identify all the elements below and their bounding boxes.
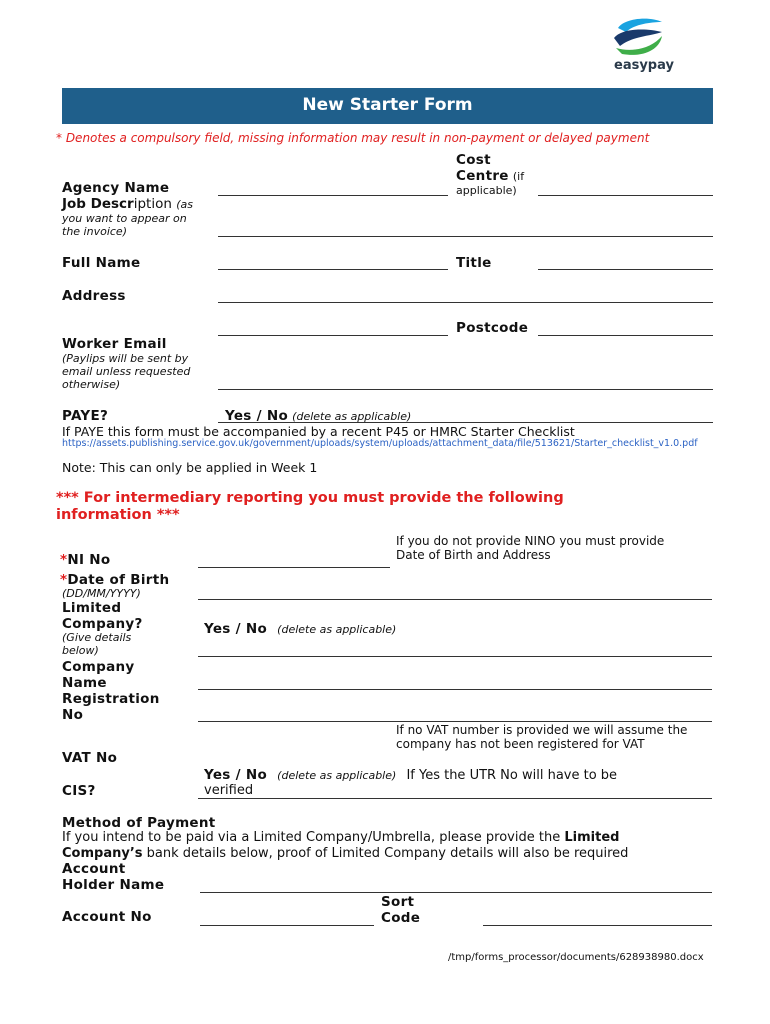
job-description-note: you want to appear on the invoice) (62, 212, 187, 238)
cost-centre-applicable: applicable) (456, 184, 517, 197)
job-description-field[interactable] (218, 236, 713, 237)
limited-company-label: Limited Company? (62, 600, 143, 632)
cost-centre-field[interactable] (538, 195, 713, 196)
job-description-rest: iption (133, 196, 172, 212)
cis-delete-note: (delete as applicable) (277, 769, 397, 782)
cost-centre-if: (if (512, 170, 525, 183)
page-title: New Starter Form (302, 95, 473, 115)
cost-centre-label (456, 168, 524, 184)
easypay-logo (606, 14, 676, 78)
worker-email-note: (Paylips will be sent by email unless requested otherwise) (62, 352, 191, 391)
limited-company-options (204, 621, 396, 637)
account-no-label: Account No (62, 909, 152, 925)
address-label: Address (62, 288, 126, 304)
limited-yes-no[interactable]: Yes / No (204, 621, 268, 637)
dob-label (60, 572, 169, 588)
job-description-bold: Job Descr (62, 196, 134, 212)
payment-info-pre: If you intend to be paid via a Limited Company/Umbrella, please provide the (62, 830, 561, 845)
ni-no-field[interactable] (198, 567, 390, 568)
limited-company-field[interactable] (198, 656, 712, 657)
address-field-line2[interactable] (218, 335, 448, 336)
payment-info-line2 (62, 846, 628, 861)
paye-checklist-link[interactable]: https://assets.publishing.service.gov.uk/government/uploads/system/uploads/attachment_data/file/513621/Starter_checklist_v1.0.pdf (62, 438, 698, 449)
dob-format: (DD/MM/YYYY) (62, 587, 141, 600)
cis-label: CIS? (62, 783, 96, 799)
cost-centre-label-a: Cost (456, 152, 491, 168)
company-name-label: Company Name (62, 659, 135, 691)
title-label: Title (456, 255, 492, 271)
worker-email-label: Worker Email (62, 336, 167, 352)
agency-name-label: Agency Name (62, 180, 170, 196)
job-description-label (62, 196, 193, 212)
title-field[interactable] (538, 269, 713, 270)
full-name-field[interactable] (218, 269, 448, 270)
paye-week-note: Note: This can only be applied in Week 1 (62, 460, 318, 475)
cost-centre-label-b: Centre (456, 168, 509, 184)
sort-code-field[interactable] (483, 925, 712, 926)
paye-delete-note: (delete as applicable) (292, 410, 412, 423)
payment-info-company: Company’s (62, 846, 143, 861)
easypay-logo-icon (606, 14, 676, 60)
vat-no-label: VAT No (62, 750, 118, 766)
nino-hint: If you do not provide NINO you must provide Date of Birth and Address (396, 534, 665, 562)
company-name-field[interactable] (198, 689, 712, 690)
registration-no-field[interactable] (198, 721, 712, 722)
postcode-label: Postcode (456, 320, 529, 336)
cis-verified-note: verified (204, 783, 254, 798)
agency-name-field[interactable] (218, 195, 448, 196)
registration-no-label: Registration No (62, 691, 160, 723)
easypay-brand-text: easypay (614, 58, 674, 73)
paye-info: If PAYE this form must be accompanied by a recent P45 or HMRC Starter Checklist (62, 424, 575, 439)
limited-delete-note: (delete as applicable) (277, 623, 397, 636)
compulsory-note: * Denotes a compulsory field, missing information may result in non-payment or delayed payment (56, 131, 650, 145)
cis-yes-no[interactable]: Yes / No (204, 767, 268, 783)
document-path: /tmp/forms_processor/documents/628938980.docx (448, 952, 704, 963)
account-holder-label: Account Holder Name (62, 861, 165, 893)
full-name-label: Full Name (62, 255, 141, 271)
cis-field[interactable] (198, 798, 712, 799)
limited-company-note: (Give details below) (62, 631, 132, 657)
postcode-field[interactable] (538, 335, 713, 336)
dob-text: Date of Birth (67, 572, 170, 588)
paye-label: PAYE? (62, 408, 109, 424)
worker-email-field[interactable] (218, 389, 713, 390)
payment-info-limited: Limited (564, 830, 620, 845)
cis-utr-note: If Yes the UTR No will have to be (406, 768, 618, 783)
sort-code-label: Sort Code (381, 894, 421, 926)
ni-no-label (60, 552, 110, 568)
dob-required: * (60, 572, 68, 588)
payment-heading: Method of Payment (62, 815, 216, 831)
job-description-note-a: (as (176, 198, 193, 211)
account-holder-field[interactable] (200, 892, 712, 893)
intermediary-heading: *** For intermediary reporting you must provide the following information *** (56, 490, 564, 523)
dob-field[interactable] (198, 599, 712, 600)
ni-no-text: NI No (67, 552, 111, 568)
address-field-line1[interactable] (218, 302, 713, 303)
ni-no-required: * (60, 552, 68, 568)
account-no-field[interactable] (200, 925, 374, 926)
paye-yes-no[interactable]: Yes / No (225, 408, 289, 424)
paye-field[interactable] (218, 422, 713, 423)
vat-hint: If no VAT number is provided we will assume the company has not been registered for VAT (396, 723, 688, 751)
payment-info-rest: bank details below, proof of Limited Company details will also be required (146, 846, 629, 861)
payment-info-line1 (62, 830, 619, 845)
cis-options (204, 767, 617, 783)
